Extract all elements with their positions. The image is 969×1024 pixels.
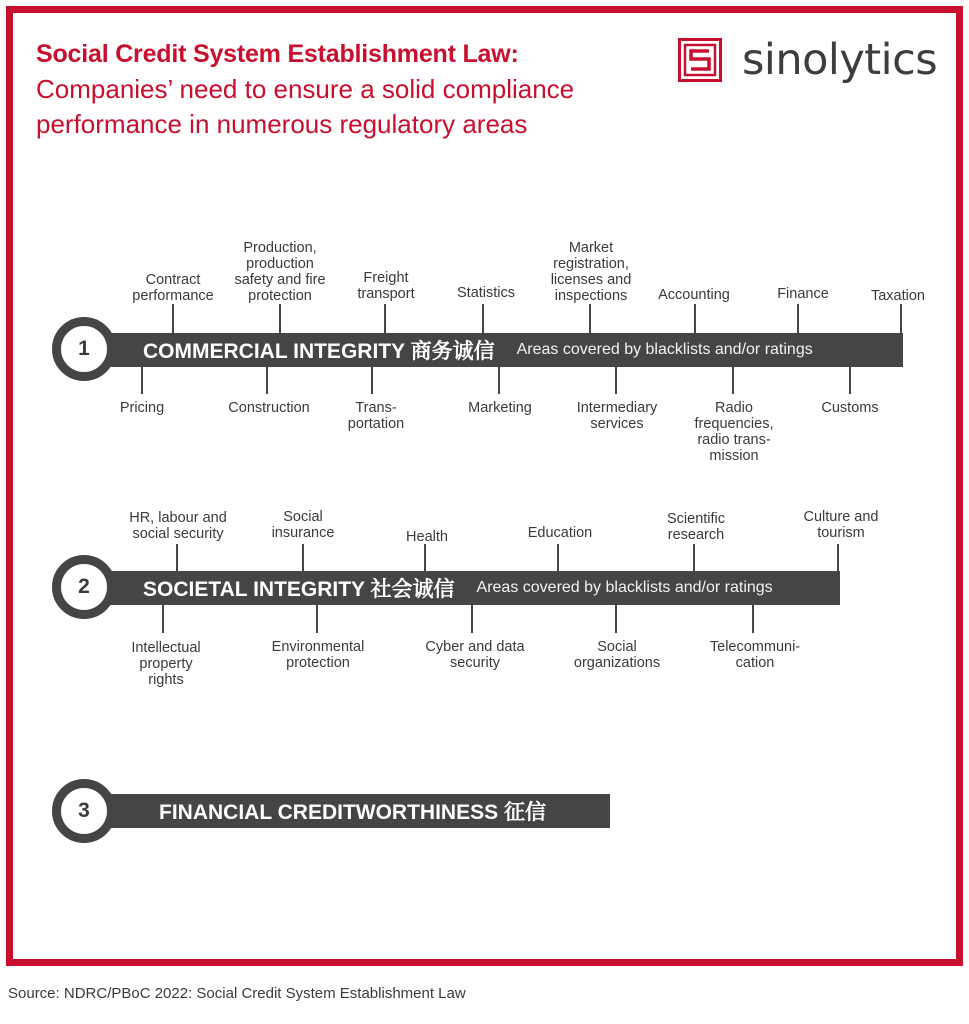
area-label: Production, production safety and fire protection xyxy=(234,240,326,304)
financial-creditworthiness-title: FINANCIAL CREDITWORTHINESS 征信 xyxy=(159,801,546,824)
connector-tick xyxy=(424,544,426,571)
area-label: Health xyxy=(406,529,448,545)
connector-tick xyxy=(176,544,178,571)
area-label: Statistics xyxy=(456,285,516,301)
connector-tick xyxy=(557,544,559,571)
source-note: Source: NDRC/PBoC 2022: Social Credit System Establishment Law xyxy=(8,985,466,1002)
connector-tick xyxy=(266,367,268,394)
connector-tick xyxy=(471,605,473,633)
connector-tick xyxy=(371,367,373,394)
area-label: Intermediary services xyxy=(576,400,658,432)
logo-text: sinolytics xyxy=(742,35,938,85)
connector-tick xyxy=(498,367,500,394)
area-label: Telecommuni- cation xyxy=(709,639,801,671)
logo xyxy=(678,37,937,83)
connector-tick xyxy=(837,544,839,571)
societal-integrity-title: SOCIETAL INTEGRITY 社会诚信 xyxy=(143,578,455,601)
row-3-number-badge: 3 xyxy=(52,779,116,843)
connector-tick xyxy=(141,367,143,394)
connector-tick xyxy=(172,304,174,333)
area-label: Trans- portation xyxy=(347,400,405,432)
connector-tick xyxy=(900,304,902,333)
area-label: Intellectual property rights xyxy=(131,640,201,688)
area-label: Accounting xyxy=(658,287,730,303)
societal-integrity-note: Areas covered by blacklists and/or ratings xyxy=(476,579,773,596)
connector-tick xyxy=(615,605,617,633)
connector-tick xyxy=(589,304,591,333)
connector-tick xyxy=(316,605,318,633)
title: Social Credit System Establishment Law: xyxy=(36,40,519,68)
connector-tick xyxy=(279,304,281,333)
sinolytics-logo-icon xyxy=(678,38,722,82)
commercial-integrity-note: Areas covered by blacklists and/or ratings xyxy=(516,341,813,358)
connector-tick xyxy=(849,367,851,394)
area-label: Cyber and data security xyxy=(425,639,525,671)
area-label: Education xyxy=(527,525,593,541)
societal-integrity-bar xyxy=(78,571,840,605)
connector-tick xyxy=(302,544,304,571)
area-label: Social insurance xyxy=(271,509,335,541)
area-label: Environmental protection xyxy=(271,639,365,671)
area-label: Pricing xyxy=(119,400,165,416)
subtitle: Companies’ need to ensure a solid compliance performance in numerous regulatory areas xyxy=(36,74,575,139)
area-label: Scientific research xyxy=(666,511,726,543)
area-label: Market registration, licenses and inspections xyxy=(550,240,632,304)
area-label: Radio frequencies, radio trans- mission xyxy=(694,400,774,464)
connector-tick xyxy=(615,367,617,394)
area-label: HR, labour and social security xyxy=(129,510,227,542)
connector-tick xyxy=(384,304,386,333)
row-1-number-badge: 1 xyxy=(52,317,116,381)
area-label: Customs xyxy=(821,400,879,416)
area-label: Construction xyxy=(228,400,310,416)
commercial-integrity-title: COMMERCIAL INTEGRITY 商务诚信 xyxy=(143,340,495,363)
row-2-number-badge: 2 xyxy=(52,555,116,619)
connector-tick xyxy=(162,605,164,633)
area-label: Social organizations xyxy=(573,639,661,671)
area-label: Taxation xyxy=(870,288,926,304)
connector-tick xyxy=(752,605,754,633)
area-label: Finance xyxy=(777,286,829,302)
connector-tick xyxy=(694,304,696,333)
area-label: Contract performance xyxy=(132,272,214,304)
commercial-integrity-bar xyxy=(78,333,903,367)
area-label: Freight transport xyxy=(357,270,415,302)
connector-tick xyxy=(797,304,799,333)
connector-tick xyxy=(732,367,734,394)
connector-tick xyxy=(482,304,484,333)
financial-creditworthiness-bar xyxy=(78,794,610,828)
area-label: Culture and tourism xyxy=(803,509,879,541)
area-label: Marketing xyxy=(468,400,532,416)
connector-tick xyxy=(693,544,695,571)
